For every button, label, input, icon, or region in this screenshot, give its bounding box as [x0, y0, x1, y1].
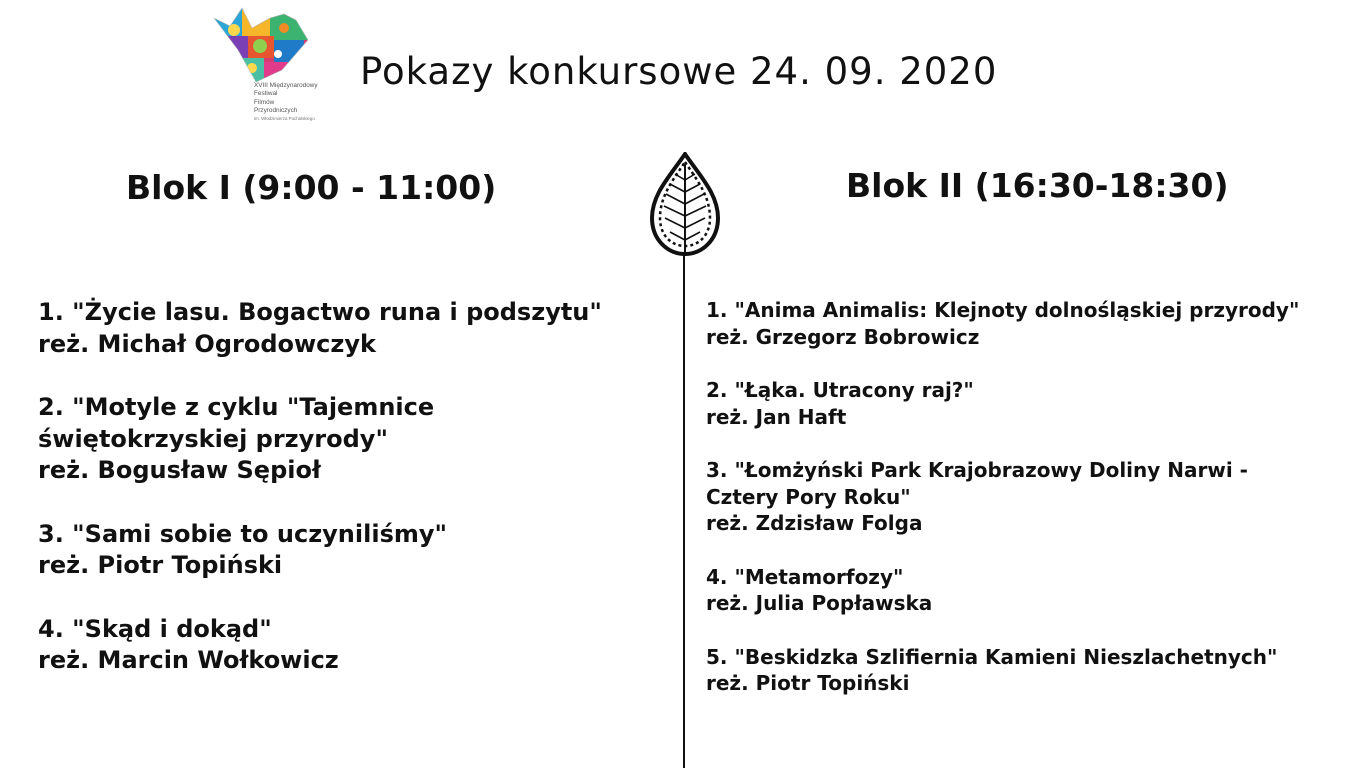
logo-line: Przyrodniczych	[254, 107, 298, 115]
page-title: Pokazy konkursowe 24. 09. 2020	[360, 50, 998, 93]
film-title: 1. "Życie lasu. Bogactwo runa i podszytu"	[38, 298, 602, 326]
film-title: 3. "Łomżyński Park Krajobrazowy Doliny Narwi -	[706, 458, 1248, 482]
film-title: 2. "Łąka. Utracony raj?"	[706, 378, 974, 402]
film-director: reż. Piotr Topiński	[706, 671, 910, 695]
blok-2-film-list	[706, 297, 1356, 724]
logo-line: XVIII Międzynarodowy	[254, 82, 318, 89]
film-director: reż. Grzegorz Bobrowicz	[706, 324, 980, 349]
film-title-continued: Cztery Pory Roku"	[706, 484, 911, 509]
logo-subline: im. Włodzimierza Puchalskiego	[254, 115, 315, 121]
film-item	[706, 564, 1356, 617]
leaf-icon	[648, 152, 722, 258]
film-title-continued: świętokrzyskiej przyrody"	[38, 424, 388, 453]
logo-line: Festiwal	[254, 90, 278, 98]
film-title: 4. "Skąd i dokąd"	[38, 614, 272, 643]
logo-text	[254, 82, 334, 122]
film-item	[38, 519, 648, 582]
blok-1-film-list	[38, 297, 648, 709]
logo-line: Filmów	[254, 98, 275, 106]
blok-1-title: Blok I (9:00 - 11:00)	[126, 168, 497, 207]
film-item	[38, 614, 648, 677]
film-title: 5. "Beskidzka Szlifiernia Kamieni Nieszlachetnych"	[706, 644, 1278, 669]
film-director: reż. Jan Haft	[706, 404, 847, 429]
film-item	[38, 297, 648, 360]
film-item	[706, 297, 1356, 350]
film-item	[38, 392, 648, 487]
film-director: reż. Marcin Wołkowicz	[38, 646, 339, 674]
film-director: reż. Piotr Topiński	[38, 551, 283, 579]
divider-stem	[683, 250, 685, 768]
film-title: 4. "Metamorfozy"	[706, 564, 904, 589]
film-director: reż. Zdzisław Folga	[706, 511, 923, 535]
film-item	[706, 377, 1356, 430]
blok-2-title: Blok II (16:30-18:30)	[846, 166, 1229, 205]
film-director: reż. Michał Ogrodowczyk	[38, 329, 376, 358]
film-title: 2. "Motyle z cyklu "Tajemnice	[38, 393, 435, 421]
film-item	[706, 644, 1356, 697]
film-director: reż. Julia Popławska	[706, 591, 933, 615]
film-title: 3. "Sami sobie to uczyniliśmy"	[38, 519, 448, 548]
film-title: 1. "Anima Animalis: Klejnoty dolnośląskiej przyrody"	[706, 298, 1300, 322]
film-item	[706, 457, 1356, 537]
film-director: reż. Bogusław Sępioł	[38, 456, 321, 484]
